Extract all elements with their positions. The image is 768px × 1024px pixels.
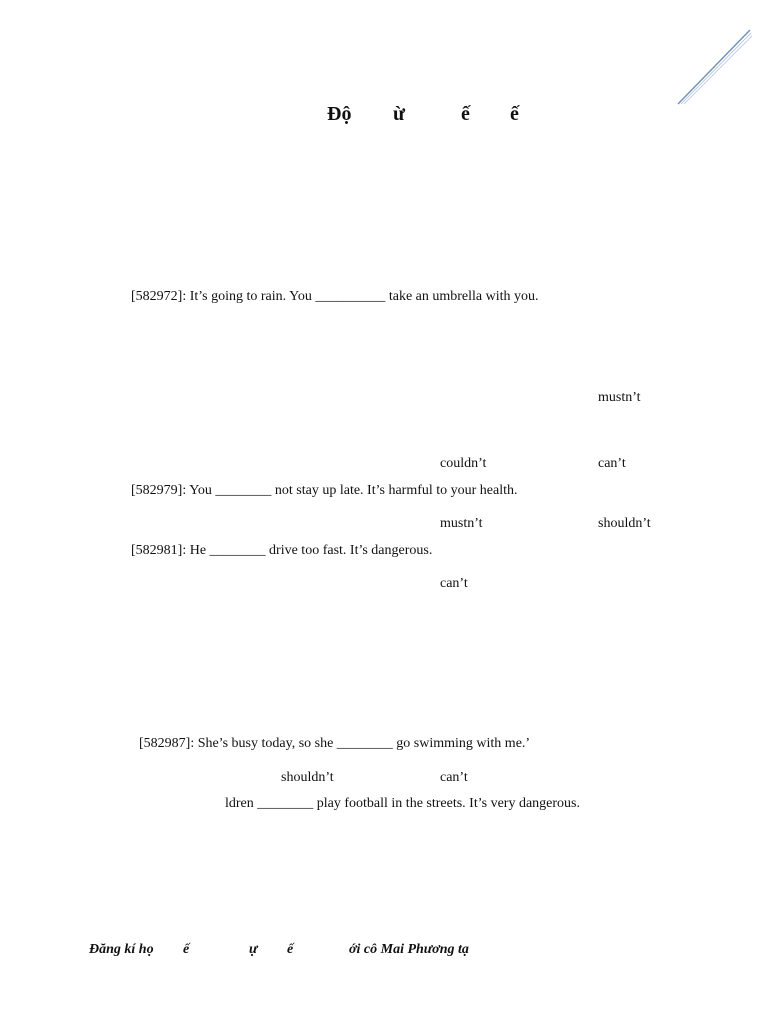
title-part: Độ	[327, 103, 352, 125]
footer-part: ế	[183, 942, 190, 957]
answer-option: can’t	[598, 456, 626, 471]
corner-decoration	[672, 24, 756, 110]
answer-option: mustn’t	[440, 516, 483, 531]
footer-part: ự	[249, 942, 258, 957]
footer-part: ới cô Mai Phương tạ	[349, 942, 469, 957]
title-part: ế	[461, 103, 470, 125]
title-part: ừ	[393, 103, 406, 125]
question-text: [582972]: It’s going to rain. You __________ take an umbrella with you.	[131, 289, 539, 304]
answer-option: shouldn’t	[281, 770, 334, 785]
question-text: [582987]: She’s busy today, so she ________ go swimming with me.’	[139, 736, 531, 751]
question-text: ldren ________ play football in the streets. It’s very dangerous.	[225, 796, 580, 811]
question-text: [582981]: He ________ drive too fast. It’s dangerous.	[131, 543, 433, 558]
answer-option: can’t	[440, 770, 468, 785]
question-text: [582979]: You ________ not stay up late. It’s harmful to your health.	[131, 483, 518, 498]
title-part: ế	[510, 103, 519, 125]
footer-part: ế	[287, 942, 294, 957]
answer-option: can’t	[440, 576, 468, 591]
footer-part: Đăng kí họ	[89, 942, 154, 957]
answer-option: mustn’t	[598, 390, 641, 405]
answer-option: couldn’t	[440, 456, 487, 471]
answer-option: shouldn’t	[598, 516, 651, 531]
